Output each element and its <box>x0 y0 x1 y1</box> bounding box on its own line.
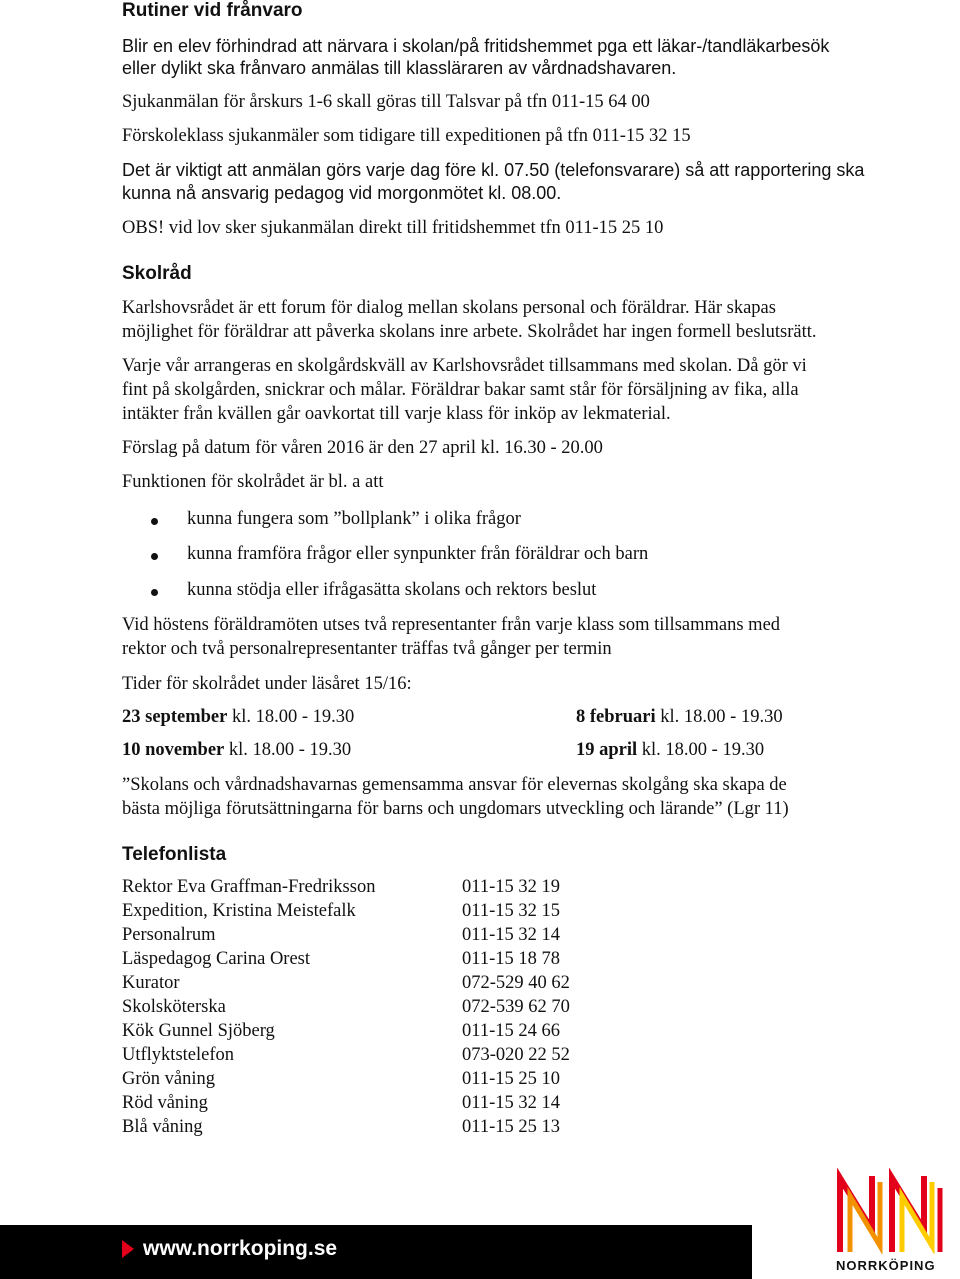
bullet-item: kunna stödja eller ifrågasätta skolans och rektors beslut <box>187 580 597 600</box>
council-paragraph-5-line-2: rektor och två personalrepresentanter träffas två gånger per termin <box>122 639 612 659</box>
council-paragraph-5-line-1: Vid höstens föräldramöten utses två representanter från varje klass som tillsammans med <box>122 615 781 635</box>
meeting-date: 10 november kl. 18.00 - 19.30 <box>122 740 352 760</box>
phone-name: Utflyktstelefon <box>122 1045 235 1065</box>
phone-list-heading: Telefonlista <box>122 844 227 865</box>
website-link[interactable]: www.norrkoping.se <box>143 1237 338 1260</box>
norrkoping-logo <box>832 1168 950 1254</box>
phone-number: 073-020 22 52 <box>462 1045 570 1065</box>
bullet-icon <box>151 553 158 560</box>
phone-name: Röd våning <box>122 1093 208 1113</box>
absence-paragraph-3: Förskoleklass sjukanmäler som tidigare till expeditionen på tfn 011-15 32 15 <box>122 126 691 146</box>
meeting-date: 23 september kl. 18.00 - 19.30 <box>122 707 355 727</box>
bullet-item: kunna framföra frågor eller synpunkter från föräldrar och barn <box>187 544 649 564</box>
phone-name: Kök Gunnel Sjöberg <box>122 1021 275 1041</box>
phone-number: 011-15 32 14 <box>462 925 560 945</box>
absence-paragraph-4-line-1: Det är viktigt att anmälan görs varje dag före kl. 07.50 (telefonsvarare) så att rapportering ska <box>122 160 865 180</box>
council-paragraph-1-line-1: Karlshovsrådet är ett forum för dialog mellan skolans personal och föräldrar. Här skapas <box>122 298 776 318</box>
bullet-icon <box>151 518 158 525</box>
council-paragraph-1-line-2: möjlighet för föräldrar att påverka skolans inre arbete. Skolrådet har ingen formell beslutsrätt. <box>122 322 817 342</box>
council-paragraph-3: Förslag på datum för våren 2016 är den 27 april kl. 16.30 - 20.00 <box>122 438 603 458</box>
quote-line-2: bästa möjliga förutsättningarna för barns och ungdomars utveckling och lärande” (Lgr 11) <box>122 799 789 819</box>
phone-number: 011-15 18 78 <box>462 949 560 969</box>
absence-heading: Rutiner vid frånvaro <box>122 0 303 21</box>
phone-number: 011-15 25 10 <box>462 1069 560 1089</box>
absence-paragraph-1-line-2: eller dylikt ska frånvaro anmälas till klassläraren av vårdnadshavaren. <box>122 58 677 78</box>
bullet-item: kunna fungera som ”bollplank” i olika frågor <box>187 509 521 529</box>
phone-name: Läspedagog Carina Orest <box>122 949 311 969</box>
phone-name: Expedition, Kristina Meistefalk <box>122 901 356 921</box>
absence-paragraph-1-line-1: Blir en elev förhindrad att närvara i skolan/på fritidshemmet pga ett läkar-/tandläkarbesök <box>122 36 830 56</box>
council-paragraph-2-line-2: fint på skolgården, snickrar och målar. Föräldrar bakar samt står för försäljning av fika, alla <box>122 380 799 400</box>
bullet-icon <box>151 589 158 596</box>
absence-paragraph-4-line-2: kunna nå ansvarig pedagog vid morgonmötet kl. 08.00. <box>122 183 562 203</box>
phone-name: Kurator <box>122 973 180 993</box>
council-paragraph-4: Funktionen för skolrådet är bl. a att <box>122 472 384 492</box>
logo-wordmark: NORRKÖPING <box>836 1258 936 1273</box>
phone-name: Grön våning <box>122 1069 215 1089</box>
phone-number: 011-15 25 13 <box>462 1117 560 1137</box>
phone-number: 011-15 32 15 <box>462 901 560 921</box>
council-heading: Skolråd <box>122 263 192 284</box>
phone-name: Rektor Eva Graffman-Fredriksson <box>122 877 376 897</box>
council-paragraph-2-line-1: Varje vår arrangeras en skolgårdskväll av Karlshovsrådet tillsammans med skolan. Då gör vi <box>122 356 807 376</box>
absence-paragraph-5: OBS! vid lov sker sjukanmälan direkt till fritidshemmet tfn 011-15 25 10 <box>122 218 664 238</box>
meeting-date: 8 februari kl. 18.00 - 19.30 <box>576 707 783 727</box>
phone-number: 011-15 32 14 <box>462 1093 560 1113</box>
phone-name: Skolsköterska <box>122 997 226 1017</box>
absence-paragraph-2: Sjukanmälan för årskurs 1-6 skall göras till Talsvar på tfn 011-15 64 00 <box>122 92 650 112</box>
phone-name: Blå våning <box>122 1117 203 1137</box>
phone-name: Personalrum <box>122 925 216 945</box>
phone-number: 011-15 32 19 <box>462 877 560 897</box>
quote-line-1: ”Skolans och vårdnadshavarnas gemensamma ansvar för elevernas skolgång ska skapa de <box>122 775 787 795</box>
footer-bar <box>0 1225 752 1279</box>
phone-number: 072-529 40 62 <box>462 973 570 993</box>
phone-number: 072-539 62 70 <box>462 997 570 1017</box>
council-paragraph-2-line-3: intäkter från kvällen går oavkortat till varje klass för inköp av lekmaterial. <box>122 404 671 424</box>
phone-number: 011-15 24 66 <box>462 1021 560 1041</box>
times-intro: Tider för skolrådet under läsåret 15/16: <box>122 674 412 694</box>
meeting-date: 19 april kl. 18.00 - 19.30 <box>576 740 765 760</box>
arrow-icon <box>122 1240 134 1258</box>
